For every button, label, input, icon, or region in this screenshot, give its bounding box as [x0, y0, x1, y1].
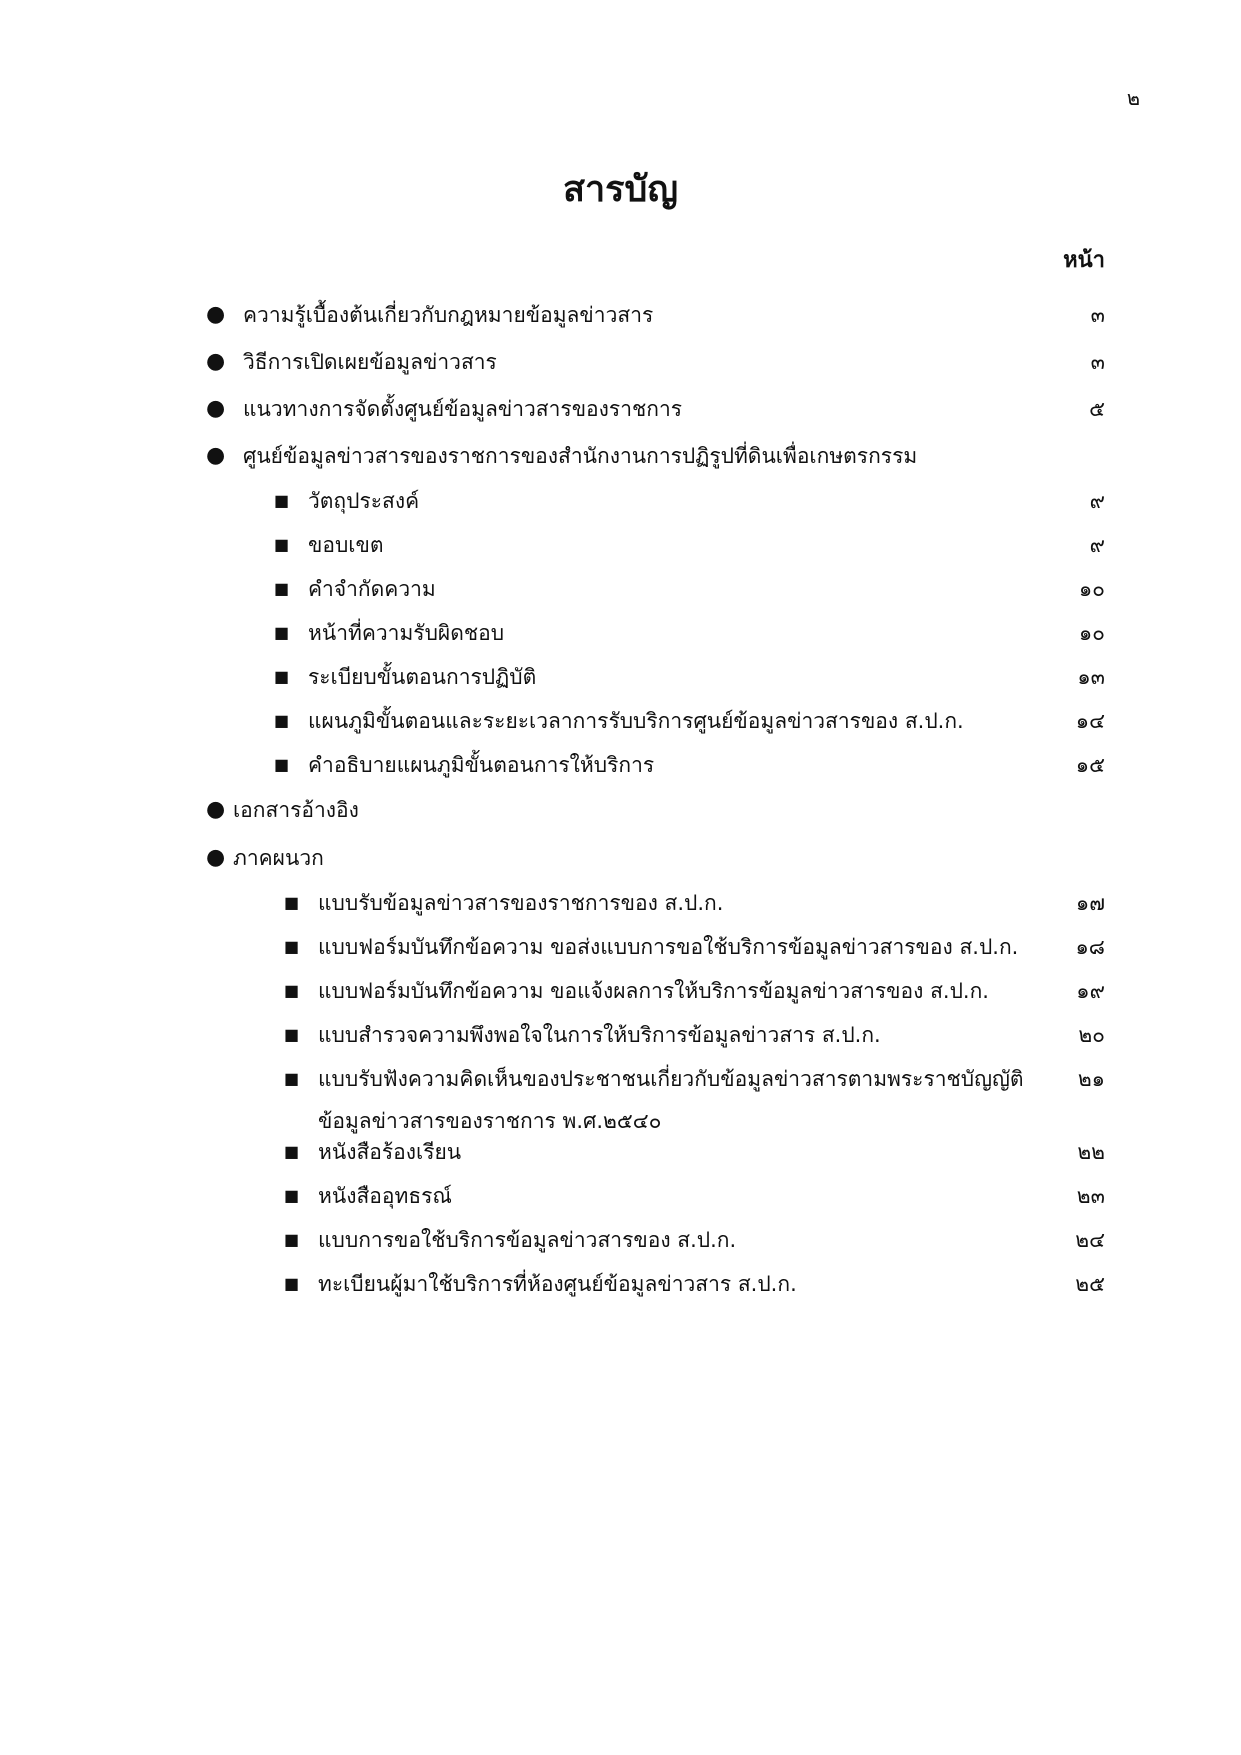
toc-item-label: ทะเบียนผู้มาใช้บริการที่ห้องศูนย์ข้อมูลข่าวสาร ส.ป.ก.: [318, 1272, 797, 1296]
square-bullet-icon: ■: [284, 1186, 300, 1205]
square-bullet-icon: ■: [284, 1069, 300, 1088]
square-bullet-icon: ■: [284, 1142, 300, 1161]
square-bullet-icon: ■: [284, 937, 300, 956]
toc-item: [0, 392, 1241, 426]
square-bullet-icon: ■: [274, 711, 290, 730]
toc-item-page: ๑๗: [1075, 891, 1105, 915]
toc-item-label: คำอธิบายแผนภูมิขั้นตอนการให้บริการ: [308, 753, 655, 777]
toc-item-page: ๙: [1089, 489, 1105, 513]
square-bullet-icon: ■: [274, 755, 290, 774]
square-bullet-icon: ■: [274, 535, 290, 554]
toc-item-label: แบบฟอร์มบันทึกข้อความ ขอแจ้งผลการให้บริการข้อมูลข่าวสารของ ส.ป.ก.: [318, 979, 989, 1003]
toc-subitem: [0, 660, 1241, 694]
square-bullet-icon: ■: [274, 667, 290, 686]
toc-subitem: [0, 1267, 1241, 1301]
toc-item-page: ๒๐: [1078, 1023, 1105, 1047]
toc-item-label: วิธีการเปิดเผยข้อมูลข่าวสาร: [243, 350, 497, 374]
bullet-icon: ●: [206, 349, 226, 374]
toc-item: [0, 841, 1241, 875]
toc-item-label: หนังสือร้องเรียน: [318, 1140, 462, 1164]
toc-item-page: ๓: [1090, 350, 1105, 374]
toc-item-page: ๑๐: [1078, 577, 1105, 601]
toc-item-label: ระเบียบขั้นตอนการปฏิบัติ: [308, 665, 537, 689]
toc-subitem: [0, 1062, 1241, 1133]
toc-item: [0, 345, 1241, 379]
square-bullet-icon: ■: [274, 491, 290, 510]
toc-subitem: [0, 886, 1241, 920]
toc-item-page: ๑๔: [1075, 709, 1105, 733]
bullet-icon: ●: [206, 443, 226, 468]
page-number: ๒: [1126, 86, 1140, 110]
toc-item-label: หน้าที่ความรับผิดชอบ: [308, 621, 505, 645]
toc-item: [0, 439, 1241, 473]
square-bullet-icon: ■: [284, 981, 300, 1000]
toc-item-page: ๑๘: [1075, 935, 1105, 959]
toc-item-page: ๕: [1089, 397, 1105, 421]
toc-item-label: แบบรับฟังความคิดเห็นของประชาชนเกี่ยวกับข้อมูลข่าวสารตามพระราชบัญญัติ: [318, 1067, 1024, 1091]
toc-item-label: วัตถุประสงค์: [308, 489, 420, 513]
toc-subitem: [0, 1223, 1241, 1257]
bullet-icon: ●: [206, 797, 226, 822]
toc-item-page: ๒๔: [1075, 1228, 1105, 1252]
toc-subitem: [0, 572, 1241, 606]
toc-item-label: แบบรับข้อมูลข่าวสารของราชการของ ส.ป.ก.: [318, 891, 724, 915]
toc-subitem: [0, 1135, 1241, 1169]
toc-item-label: แบบสำรวจความพึงพอใจในการให้บริการข้อมูลข่าวสาร ส.ป.ก.: [318, 1023, 881, 1047]
bullet-icon: ●: [206, 396, 226, 421]
toc-item-label: ความรู้เบื้องต้นเกี่ยวกับกฎหมายข้อมูลข่าวสาร: [243, 303, 654, 327]
toc-subitem: [0, 1018, 1241, 1052]
toc-item-label: หนังสืออุทธรณ์: [318, 1184, 452, 1208]
square-bullet-icon: ■: [284, 1274, 300, 1293]
toc-item-page: ๑๕: [1075, 753, 1105, 777]
toc-item-page: ๑๓: [1077, 665, 1105, 689]
page-column-header: หน้า: [1063, 248, 1105, 273]
toc-item-label: แบบการขอใช้บริการข้อมูลข่าวสารของ ส.ป.ก.: [318, 1228, 737, 1252]
toc-item-label: แบบฟอร์มบันทึกข้อความ ขอส่งแบบการขอใช้บริการข้อมูลข่าวสารของ ส.ป.ก.: [318, 935, 1019, 959]
toc-subitem: [0, 528, 1241, 562]
toc-item-label: ขอบเขต: [308, 533, 384, 557]
toc-item-label: ศูนย์ข้อมูลข่าวสารของราชการของสำนักงานการปฏิรูปที่ดินเพื่อเกษตรกรรม: [243, 444, 918, 468]
bullet-icon: ●: [206, 302, 226, 327]
toc-item-label: เอกสารอ้างอิง: [233, 798, 359, 822]
toc-item-label: แนวทางการจัดตั้งศูนย์ข้อมูลข่าวสารของราชการ: [243, 397, 683, 421]
toc-subitem: [0, 704, 1241, 738]
toc-subitem: [0, 930, 1241, 964]
toc-subitem: [0, 748, 1241, 782]
toc-item-page: ๑๙: [1076, 979, 1105, 1003]
square-bullet-icon: ■: [274, 579, 290, 598]
toc-item-page: ๒๑: [1077, 1067, 1105, 1091]
toc-item-page: ๒๓: [1076, 1184, 1105, 1208]
toc-subitem: [0, 1179, 1241, 1213]
toc-item-label: ภาคผนวก: [233, 846, 324, 870]
toc-item: [0, 793, 1241, 827]
toc-item-label: แผนภูมิขั้นตอนและระยะเวลาการรับบริการศูนย์ข้อมูลข่าวสารของ ส.ป.ก.: [308, 709, 964, 733]
toc-subitem: [0, 484, 1241, 518]
toc-item-page: ๑๐: [1078, 621, 1105, 645]
toc-subitem: [0, 974, 1241, 1008]
square-bullet-icon: ■: [284, 893, 300, 912]
toc-item-page: ๙: [1089, 533, 1105, 557]
page-title: สารบัญ: [562, 169, 679, 210]
toc-item-label: คำจำกัดความ: [308, 577, 436, 601]
toc-item-page: ๓: [1090, 303, 1105, 327]
square-bullet-icon: ■: [284, 1230, 300, 1249]
toc-item-page: ๒๒: [1077, 1140, 1105, 1164]
square-bullet-icon: ■: [284, 1025, 300, 1044]
toc-item-page: ๒๕: [1075, 1272, 1105, 1296]
bullet-icon: ●: [206, 845, 226, 870]
toc-item: [0, 298, 1241, 332]
toc-item-label-continued: ข้อมูลข่าวสารของราชการ พ.ศ.๒๕๔๐: [318, 1109, 662, 1133]
square-bullet-icon: ■: [274, 623, 290, 642]
toc-subitem: [0, 616, 1241, 650]
